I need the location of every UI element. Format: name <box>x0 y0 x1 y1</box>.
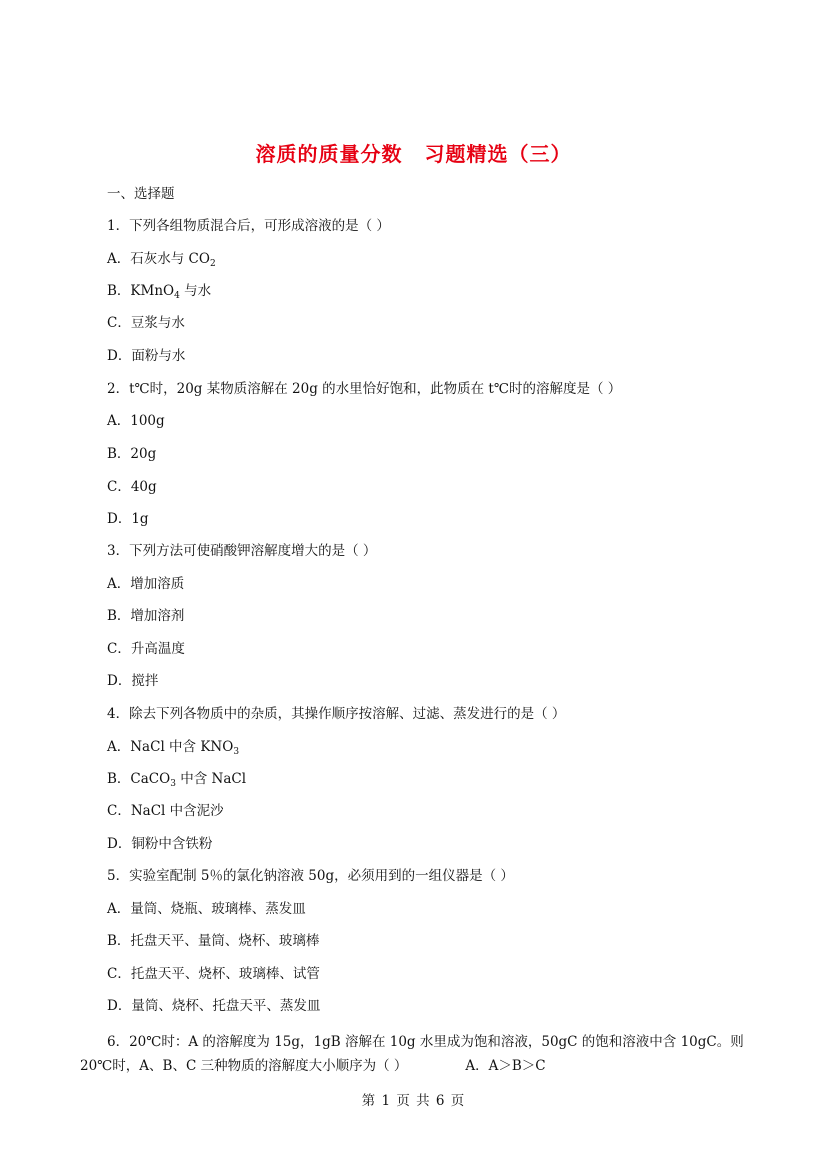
question-1-stem: 1．下列各组物质混合后，可形成溶液的是（ ） <box>107 218 390 234</box>
q2-option-b: B．20g <box>107 446 157 462</box>
q5-option-c: C．托盘天平、烧杯、玻璃棒、试管 <box>107 966 320 982</box>
q4-option-d: D．铜粉中含铁粉 <box>107 836 213 852</box>
q1-option-a: A．石灰水与 $CO_2$ <box>107 251 216 269</box>
q3-option-a: A．增加溶质 <box>107 576 185 592</box>
q1-option-d: D．面粉与水 <box>107 348 186 364</box>
q5-option-a: A．量筒、烧瓶、玻璃棒、蒸发皿 <box>107 901 306 917</box>
question-3-stem: 3．下列方法可使硝酸钾溶解度增大的是（ ） <box>107 543 377 559</box>
q4-option-c: C．NaCl 中含泥沙 <box>107 803 224 819</box>
q6-option-a: A．A＞B＞C <box>465 1058 546 1074</box>
q5-option-d: D．量筒、烧杯、托盘天平、蒸发皿 <box>107 998 321 1014</box>
q4-option-b: B．CaCO$_3$ 中含 NaCl <box>107 771 247 789</box>
question-5-stem: 5．实验室配制 5％的氯化钠溶液 50g，必须用到的一组仪器是（ ） <box>107 868 514 884</box>
section-heading: 一、选择题 <box>107 186 175 202</box>
title-main: 溶质的质量分数 <box>255 142 403 166</box>
question-2-stem: 2．t℃时，20g 某物质溶解在 20g 的水里恰好饱和，此物质在 t℃时的溶解度是（ ） <box>107 381 622 397</box>
question-4-stem: 4．除去下列各物质中的杂质，其操作顺序按溶解、过滤、蒸发进行的是（ ） <box>107 706 566 722</box>
question-6-stem-line1: 6．20℃时：A 的溶解度为 15g，1gB 溶解在 10g 水里成为饱和溶液，50gC 的饱和溶液中含 10gC。则 <box>107 1034 744 1050</box>
title-sub: 习题精选（三） <box>424 142 572 166</box>
q3-option-d: D．搅拌 <box>107 673 159 689</box>
q4-option-a: A．NaCl 中含 $KNO_3$ <box>107 739 240 757</box>
page-footer: 第 1 页 共 6 页 <box>361 1093 466 1109</box>
q1-option-b: B．KMnO$_4$ 与水 <box>107 283 212 301</box>
question-6-stem-line2: 20℃时，A、B、C 三种物质的溶解度大小顺序为（ ） A．A＞B＞C <box>80 1058 546 1074</box>
q5-option-b: B．托盘天平、量筒、烧杯、玻璃棒 <box>107 933 320 949</box>
q2-option-d: D．1g <box>107 511 149 527</box>
q2-option-c: C．40g <box>107 479 157 495</box>
q3-option-b: B．增加溶剂 <box>107 608 185 624</box>
q2-option-a: A．100g <box>107 413 165 429</box>
q3-option-c: C．升高温度 <box>107 641 185 657</box>
q1-option-c: C．豆浆与水 <box>107 315 185 331</box>
page-title <box>0 138 827 167</box>
